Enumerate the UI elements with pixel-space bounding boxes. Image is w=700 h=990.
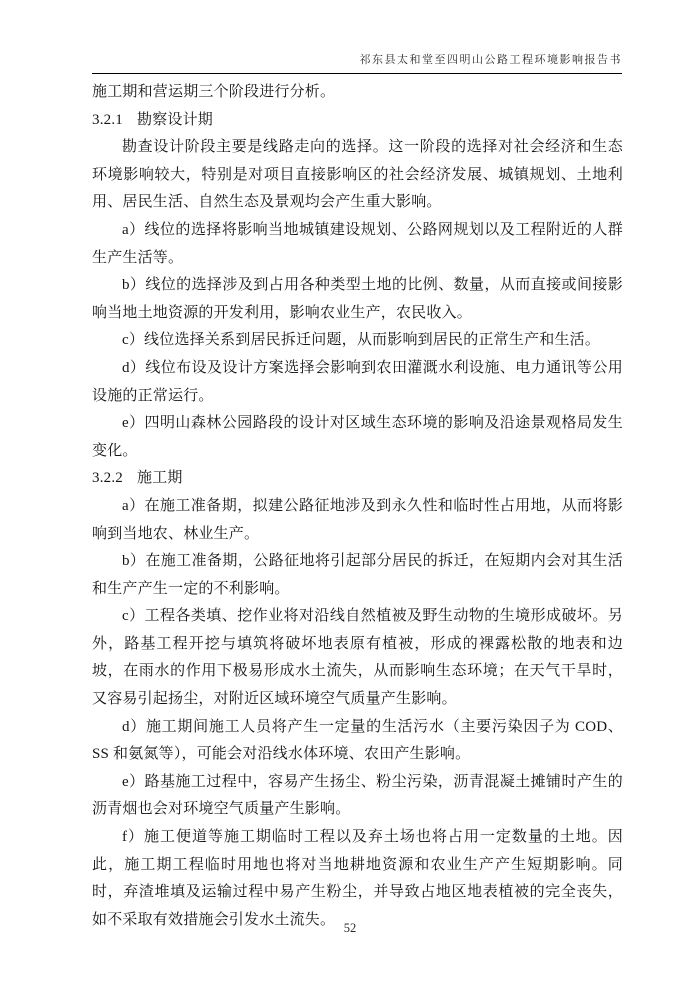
- list-item: b）线位的选择涉及到占用各种类型土地的比例、数量，从而直接或间接影响当地土地资源的开发利用，影响农业生产，农民收入。: [92, 277, 623, 321]
- list-item: a）在施工准备期，拟建公路征地涉及到永久性和临时性占用地，从而将影响到当地农、林业生产。: [92, 497, 623, 542]
- list-item: b）在施工准备期，公路征地将引起部分居民的拆迁，在短期内会对其生活和生产产生一定的不利影响。: [92, 553, 623, 597]
- page-number: 52: [343, 921, 357, 935]
- document-body: [92, 79, 623, 934]
- list-item: f）施工便道等施工期临时工程以及弃土场也将占用一定数量的土地。因此，施工期工程临时用地也将对当地耕地资源和农业生产产生短期影响。同时，弃渣堆填及运输过程中易产生粉尘，并导致占地区地表植被的完全丧失，如不采取有效措施会引发水土流失。: [92, 829, 623, 928]
- list-item: d）线位布设及设计方案选择会影响到农田灌溉水利设施、电力通讯等公用设施的正常运行。: [92, 359, 623, 404]
- section-title: 施工期: [137, 470, 183, 487]
- list-item: c）线位选择关系到居民拆迁问题，从而影响到居民的正常生产和生活。: [122, 332, 601, 349]
- list-item: e）路基施工过程中，容易产生扬尘、粉尘污染，沥青混凝土摊铺时产生的沥青烟也会对环境空气质量产生影响。: [92, 773, 623, 818]
- section-heading-322: [92, 465, 623, 493]
- list-item: a）线位的选择将影响当地城镇建设规划、公路网规划以及工程附近的人群生产生活等。: [92, 221, 623, 266]
- section-title: 勘察设计期: [137, 111, 214, 128]
- page-footer: [0, 921, 700, 936]
- page-header: [92, 51, 622, 67]
- list-item: e）四明山森林公园路段的设计对区域生态环境的影响及沿途景观格局发生变化。: [92, 415, 623, 459]
- header-title: 祁东县太和堂至四明山公路工程环境影响报告书: [359, 54, 622, 66]
- paragraph: 勘查设计阶段主要是线路走向的选择。这一阶段的选择对社会经济和生态环境影响较大，特别是对项目直接影响区的社会经济发展、城镇规划、土地利用、居民生活、自然生态及景观均会产生重大影响。: [92, 139, 623, 211]
- intro-paragraph: 施工期和营运期三个阶段进行分析。: [92, 84, 336, 100]
- section-heading-321: [92, 107, 623, 135]
- section-number: 3.2.1: [92, 111, 123, 128]
- section-number: 3.2.2: [92, 470, 123, 487]
- header-rule: [92, 73, 622, 74]
- list-item: c）工程各类填、挖作业将对沿线自然植被及野生动物的生境形成破坏。另外，路基工程开挖与填筑将破坏地表原有植被，形成的裸露松散的地表和边坡，在雨水的作用下极易形成水土流失，从而影响生态环境；在天气干旱时，又容易引起扬尘，对附近区域环境空气质量产生影响。: [92, 608, 623, 708]
- list-item: d）施工期间施工人员将产生一定量的生活污水（主要污染因子为 COD、SS 和氨氮等），可能会对沿线水体环境、农田产生影响。: [92, 718, 623, 763]
